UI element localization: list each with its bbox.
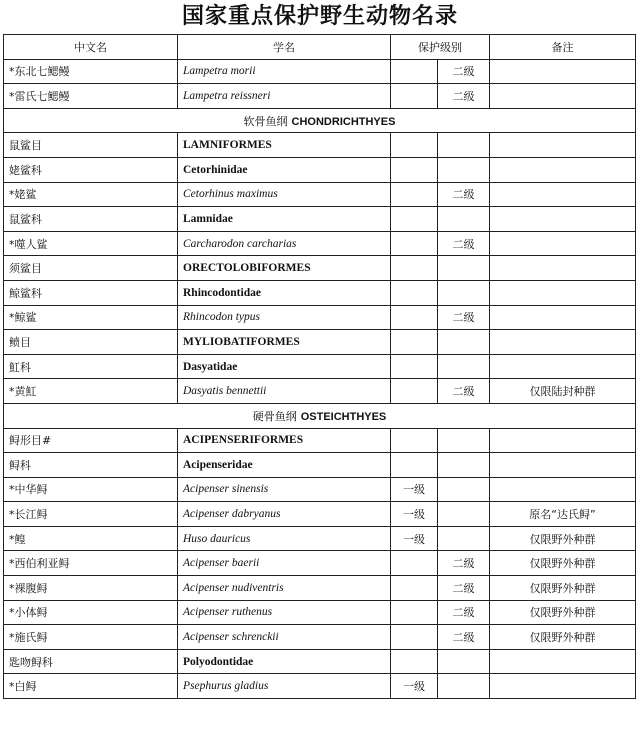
- grade-1-cell: 一级: [391, 502, 438, 527]
- remarks-cell: [490, 256, 636, 281]
- scientific-name-cell: MYLIOBATIFORMES: [178, 330, 391, 355]
- header-remarks: 备注: [490, 35, 636, 60]
- grade-1-cell: [391, 330, 438, 355]
- scientific-name-cell: Acipenser dabryanus: [178, 502, 391, 527]
- chinese-name-cell: *鲸鲨: [4, 305, 178, 330]
- grade-2-cell: [438, 256, 490, 281]
- remarks-cell: [490, 428, 636, 453]
- table-row: [4, 59, 636, 84]
- chinese-name-cell: *雷氏七鳃鳗: [4, 84, 178, 109]
- grade-2-cell: [438, 157, 490, 182]
- class-row: [4, 403, 636, 428]
- chinese-name-cell: 鲸鲨科: [4, 280, 178, 305]
- scientific-name-cell: Carcharodon carcharias: [178, 231, 391, 256]
- remarks-cell: 仅限陆封种群: [490, 379, 636, 404]
- chinese-name-cell: *黄魟: [4, 379, 178, 404]
- table-row: [4, 502, 636, 527]
- scientific-name-cell: Acipenseridae: [178, 453, 391, 478]
- remarks-cell: [490, 453, 636, 478]
- grade-1-cell: [391, 280, 438, 305]
- remarks-cell: [490, 649, 636, 674]
- grade-2-cell: [438, 133, 490, 158]
- grade-2-cell: 二级: [438, 182, 490, 207]
- table-row: [4, 649, 636, 674]
- grade-1-cell: 一级: [391, 477, 438, 502]
- grade-2-cell: 二级: [438, 59, 490, 84]
- grade-2-cell: [438, 453, 490, 478]
- grade-2-cell: [438, 330, 490, 355]
- class-name-en: CHONDRICHTHYES: [291, 115, 396, 128]
- grade-1-cell: [391, 84, 438, 109]
- grade-2-cell: 二级: [438, 379, 490, 404]
- chinese-name-cell: 鼠鲨科: [4, 207, 178, 232]
- grade-1-cell: [391, 600, 438, 625]
- scientific-name-cell: Dasyatis bennettii: [178, 379, 391, 404]
- remarks-cell: [490, 84, 636, 109]
- table-row: [4, 576, 636, 601]
- grade-1-cell: [391, 379, 438, 404]
- grade-1-cell: 一级: [391, 674, 438, 699]
- scientific-name-cell: Acipenser schrenckii: [178, 625, 391, 650]
- table-row: [4, 453, 636, 478]
- remarks-cell: [490, 182, 636, 207]
- remarks-cell: [490, 674, 636, 699]
- remarks-cell: 仅限野外种群: [490, 576, 636, 601]
- grade-1-cell: [391, 649, 438, 674]
- grade-2-cell: 二级: [438, 551, 490, 576]
- scientific-name-cell: Acipenser baerii: [178, 551, 391, 576]
- chinese-name-cell: *中华鲟: [4, 477, 178, 502]
- class-row: [4, 108, 636, 133]
- scientific-name-cell: Polyodontidae: [178, 649, 391, 674]
- grade-1-cell: [391, 428, 438, 453]
- grade-2-cell: 二级: [438, 600, 490, 625]
- scientific-name-cell: Rhincodontidae: [178, 280, 391, 305]
- grade-2-cell: 二级: [438, 625, 490, 650]
- chinese-name-cell: *施氏鲟: [4, 625, 178, 650]
- table-row: [4, 428, 636, 453]
- grade-1-cell: [391, 625, 438, 650]
- page-title: 国家重点保护野生动物名录: [181, 4, 458, 29]
- remarks-cell: [490, 354, 636, 379]
- scientific-name-cell: Lampetra morii: [178, 59, 391, 84]
- grade-2-cell: [438, 649, 490, 674]
- header-scientific-name: 学名: [178, 35, 391, 60]
- grade-1-cell: [391, 354, 438, 379]
- class-heading: [4, 403, 636, 428]
- table-row: [4, 674, 636, 699]
- remarks-cell: 仅限野外种群: [490, 600, 636, 625]
- grade-2-cell: [438, 477, 490, 502]
- table-row: [4, 477, 636, 502]
- grade-1-cell: [391, 133, 438, 158]
- remarks-cell: [490, 231, 636, 256]
- scientific-name-cell: Cetorhinidae: [178, 157, 391, 182]
- grade-1-cell: [391, 231, 438, 256]
- table-row: [4, 305, 636, 330]
- table-row: [4, 625, 636, 650]
- grade-1-cell: [391, 453, 438, 478]
- table-row: [4, 256, 636, 281]
- species-table: [3, 34, 636, 699]
- grade-1-cell: [391, 157, 438, 182]
- remarks-cell: [490, 280, 636, 305]
- grade-1-cell: [391, 182, 438, 207]
- table-row: [4, 157, 636, 182]
- scientific-name-cell: Huso dauricus: [178, 526, 391, 551]
- table-header-row: [4, 35, 636, 60]
- grade-2-cell: [438, 280, 490, 305]
- table-row: [4, 551, 636, 576]
- table-row: [4, 330, 636, 355]
- grade-1-cell: [391, 256, 438, 281]
- remarks-cell: 仅限野外种群: [490, 551, 636, 576]
- grade-2-cell: [438, 354, 490, 379]
- grade-1-cell: [391, 305, 438, 330]
- remarks-cell: [490, 59, 636, 84]
- class-name-en: OSTEICHTHYES: [300, 410, 387, 423]
- class-name-cn: 软骨鱼纲: [243, 114, 288, 128]
- remarks-cell: 仅限野外种群: [490, 625, 636, 650]
- grade-2-cell: 二级: [438, 84, 490, 109]
- scientific-name-cell: Acipenser ruthenus: [178, 600, 391, 625]
- chinese-name-cell: 须鲨目: [4, 256, 178, 281]
- chinese-name-cell: *姥鲨: [4, 182, 178, 207]
- table-body: [4, 59, 636, 698]
- chinese-name-cell: *长江鲟: [4, 502, 178, 527]
- scientific-name-cell: Lamnidae: [178, 207, 391, 232]
- grade-2-cell: [438, 207, 490, 232]
- scientific-name-cell: Psephurus gladius: [178, 674, 391, 699]
- chinese-name-cell: *白鲟: [4, 674, 178, 699]
- class-name-cn: 硬骨鱼纲: [252, 409, 297, 423]
- table-row: [4, 280, 636, 305]
- chinese-name-cell: 鼠鲨目: [4, 133, 178, 158]
- scientific-name-cell: Acipenser nudiventris: [178, 576, 391, 601]
- table-row: [4, 207, 636, 232]
- remarks-cell: [490, 477, 636, 502]
- grade-2-cell: [438, 428, 490, 453]
- grade-2-cell: 二级: [438, 305, 490, 330]
- chinese-name-cell: 鲟科: [4, 453, 178, 478]
- scientific-name-cell: Acipenser sinensis: [178, 477, 391, 502]
- chinese-name-cell: *鳇: [4, 526, 178, 551]
- scientific-name-cell: LAMNIFORMES: [178, 133, 391, 158]
- scientific-name-cell: Rhincodon typus: [178, 305, 391, 330]
- grade-1-cell: [391, 576, 438, 601]
- remarks-cell: [490, 305, 636, 330]
- header-chinese-name: 中文名: [4, 35, 178, 60]
- class-heading: [4, 108, 636, 133]
- remarks-cell: [490, 330, 636, 355]
- chinese-name-cell: *东北七鳃鳗: [4, 59, 178, 84]
- header-protection-level: 保护级别: [391, 35, 490, 60]
- scientific-name-cell: Lampetra reissneri: [178, 84, 391, 109]
- chinese-name-cell: 鲟形目#: [4, 428, 178, 453]
- grade-1-cell: [391, 59, 438, 84]
- scientific-name-cell: Cetorhinus maximus: [178, 182, 391, 207]
- grade-2-cell: [438, 674, 490, 699]
- remarks-cell: [490, 133, 636, 158]
- chinese-name-cell: 姥鲨科: [4, 157, 178, 182]
- chinese-name-cell: *西伯利亚鲟: [4, 551, 178, 576]
- grade-2-cell: 二级: [438, 576, 490, 601]
- scientific-name-cell: ORECTOLOBIFORMES: [178, 256, 391, 281]
- remarks-cell: 仅限野外种群: [490, 526, 636, 551]
- table-row: [4, 600, 636, 625]
- table-row: [4, 231, 636, 256]
- grade-2-cell: [438, 526, 490, 551]
- grade-2-cell: 二级: [438, 231, 490, 256]
- grade-2-cell: [438, 502, 490, 527]
- chinese-name-cell: 魟科: [4, 354, 178, 379]
- table-row: [4, 84, 636, 109]
- grade-1-cell: 一级: [391, 526, 438, 551]
- scientific-name-cell: Dasyatidae: [178, 354, 391, 379]
- scientific-name-cell: ACIPENSERIFORMES: [178, 428, 391, 453]
- table-row: [4, 526, 636, 551]
- chinese-name-cell: *小体鲟: [4, 600, 178, 625]
- remarks-cell: 原名“达氏鲟”: [490, 502, 636, 527]
- table-row: [4, 354, 636, 379]
- table-row: [4, 182, 636, 207]
- table-row: [4, 133, 636, 158]
- table-row: [4, 379, 636, 404]
- chinese-name-cell: *噬人鲨: [4, 231, 178, 256]
- grade-1-cell: [391, 207, 438, 232]
- grade-1-cell: [391, 551, 438, 576]
- remarks-cell: [490, 157, 636, 182]
- chinese-name-cell: 鲼目: [4, 330, 178, 355]
- chinese-name-cell: *裸腹鲟: [4, 576, 178, 601]
- remarks-cell: [490, 207, 636, 232]
- chinese-name-cell: 匙吻鲟科: [4, 649, 178, 674]
